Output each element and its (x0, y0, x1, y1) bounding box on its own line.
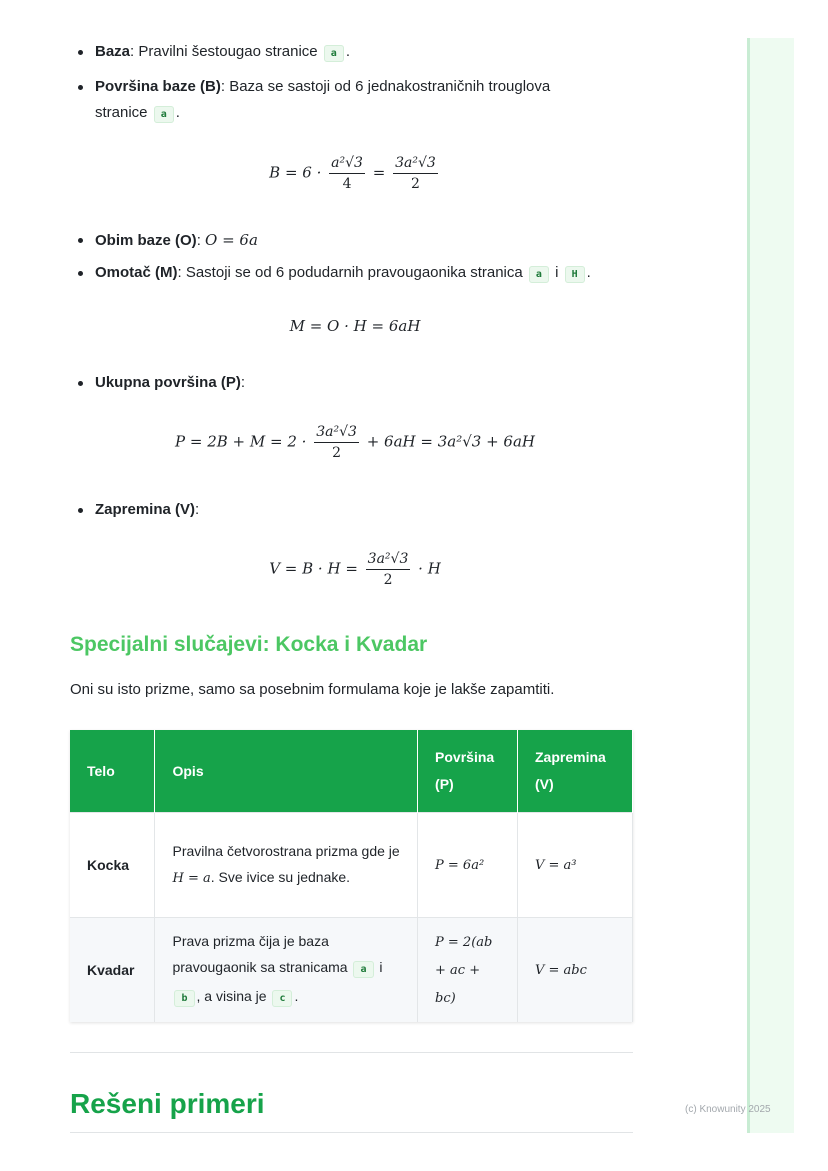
fraction-denominator: 2 (332, 445, 342, 461)
bullet-label: Omotač (M) (95, 264, 178, 281)
comparison-table (70, 730, 633, 1022)
page-heading: Rešeni primeri (70, 1088, 265, 1119)
equation-volume (70, 551, 640, 588)
cell-text: Prava prizma čija je baza pravougaonik sa stranicama (172, 933, 352, 975)
equation-rhs: · H (418, 559, 441, 578)
cell-text: , a visina je (196, 988, 271, 1004)
cell-text: . Sve ivice su jednake. (210, 869, 351, 885)
equation-base-area (70, 155, 640, 192)
bullet-text: : Pravilni šestougao stranice (130, 43, 322, 60)
table-row (70, 918, 633, 1023)
section-heading: Specijalni slučajevi: Kocka i Kvadar (70, 633, 428, 656)
bullet-label: Zapremina (V) (95, 501, 196, 518)
inline-code: H (565, 266, 585, 283)
table-header-row (70, 730, 633, 813)
cell-opis (155, 918, 418, 1023)
equation-lhs: P = 2B + M = 2 · (175, 432, 307, 451)
formula: V = a³ (535, 858, 577, 873)
bullet-povrsina-baze (78, 74, 550, 128)
bullet-label: Ukupna površina (P) (95, 374, 241, 391)
fraction (393, 155, 438, 192)
fraction-numerator: 3a²√3 (366, 551, 411, 570)
bullet-zapremina (78, 497, 199, 523)
formula: P = 2(ab + ac + bc) (435, 935, 493, 1006)
fraction (329, 155, 365, 192)
inline-code: b (174, 990, 194, 1007)
fraction-numerator: 3a²√3 (314, 424, 359, 443)
cell-zapremina (518, 918, 633, 1023)
cell-telo: Kvadar (70, 918, 155, 1023)
inline-code: a (154, 106, 174, 123)
punctuation: . (586, 264, 591, 281)
bullet-text: stranice (95, 104, 152, 121)
bullet-text: : Baza se sastoji od 6 jednakostraničnih trouglova (220, 78, 551, 95)
header-telo: Telo (70, 730, 155, 813)
bullet-text: i (550, 264, 563, 281)
equation-rhs: + 6aH = 3a²√3 + 6aH (366, 432, 535, 451)
formula: V = abc (535, 963, 587, 978)
equation-lhs: B = 6 · (269, 163, 322, 182)
inline-code: a (324, 45, 344, 62)
bullet-omotac (78, 260, 591, 288)
fraction-numerator: a²√3 (329, 155, 365, 174)
table-row (70, 813, 633, 918)
side-panel (747, 38, 794, 1133)
bullet-baza (78, 39, 350, 67)
bullet-label: Površina baze (B) (95, 78, 221, 95)
cell-povrsina (418, 813, 518, 918)
fraction (366, 551, 411, 588)
cell-text: Pravilna četvorostrana prizma gde je (172, 843, 400, 859)
fraction-denominator: 2 (383, 572, 393, 588)
equals-sign: = (372, 163, 386, 182)
punctuation: . (345, 43, 350, 60)
equation-lhs: V = B · H = (269, 559, 358, 578)
section-intro: Oni su isto prizme, samo sa posebnim formulama koje je lakše zapamtiti. (70, 681, 555, 698)
punctuation: . (294, 988, 299, 1004)
punctuation: : (240, 374, 246, 391)
bullet-label: Baza (95, 43, 131, 60)
inline-code: a (529, 266, 549, 283)
cell-text: i (375, 959, 383, 975)
fraction (314, 424, 359, 461)
header-zapremina: Zapremina (V) (518, 730, 633, 813)
bullet-obim (78, 227, 258, 254)
bullet-label: Obim baze (O) (95, 232, 197, 249)
copyright-footer: (c) Knowunity 2025 (685, 1104, 771, 1115)
bullet-text: : Sastoji se od 6 podudarnih pravougaonika stranica (177, 264, 527, 281)
inline-formula: H = a (172, 871, 211, 886)
fraction-denominator: 2 (411, 176, 420, 192)
divider (70, 1052, 633, 1053)
fraction-numerator: 3a²√3 (393, 155, 438, 174)
cell-povrsina (418, 918, 518, 1023)
divider (70, 1132, 633, 1133)
equation-text: M = O · H = 6aH (289, 317, 421, 335)
cell-zapremina (518, 813, 633, 918)
bullet-ukupna-povrsina (78, 370, 245, 396)
cell-opis (155, 813, 418, 918)
equation-lateral-area (70, 317, 640, 335)
header-opis: Opis (155, 730, 418, 813)
inline-code: a (353, 961, 373, 978)
header-povrsina: Površina (P) (418, 730, 518, 813)
formula: P = 6a² (435, 858, 485, 873)
punctuation: : (196, 232, 206, 249)
inline-formula: O = 6a (205, 231, 258, 249)
cell-telo: Kocka (70, 813, 155, 918)
fraction-denominator: 4 (342, 176, 352, 192)
equation-total-area (70, 424, 640, 461)
inline-code: c (272, 990, 292, 1007)
punctuation: . (175, 104, 180, 121)
punctuation: : (195, 501, 200, 518)
